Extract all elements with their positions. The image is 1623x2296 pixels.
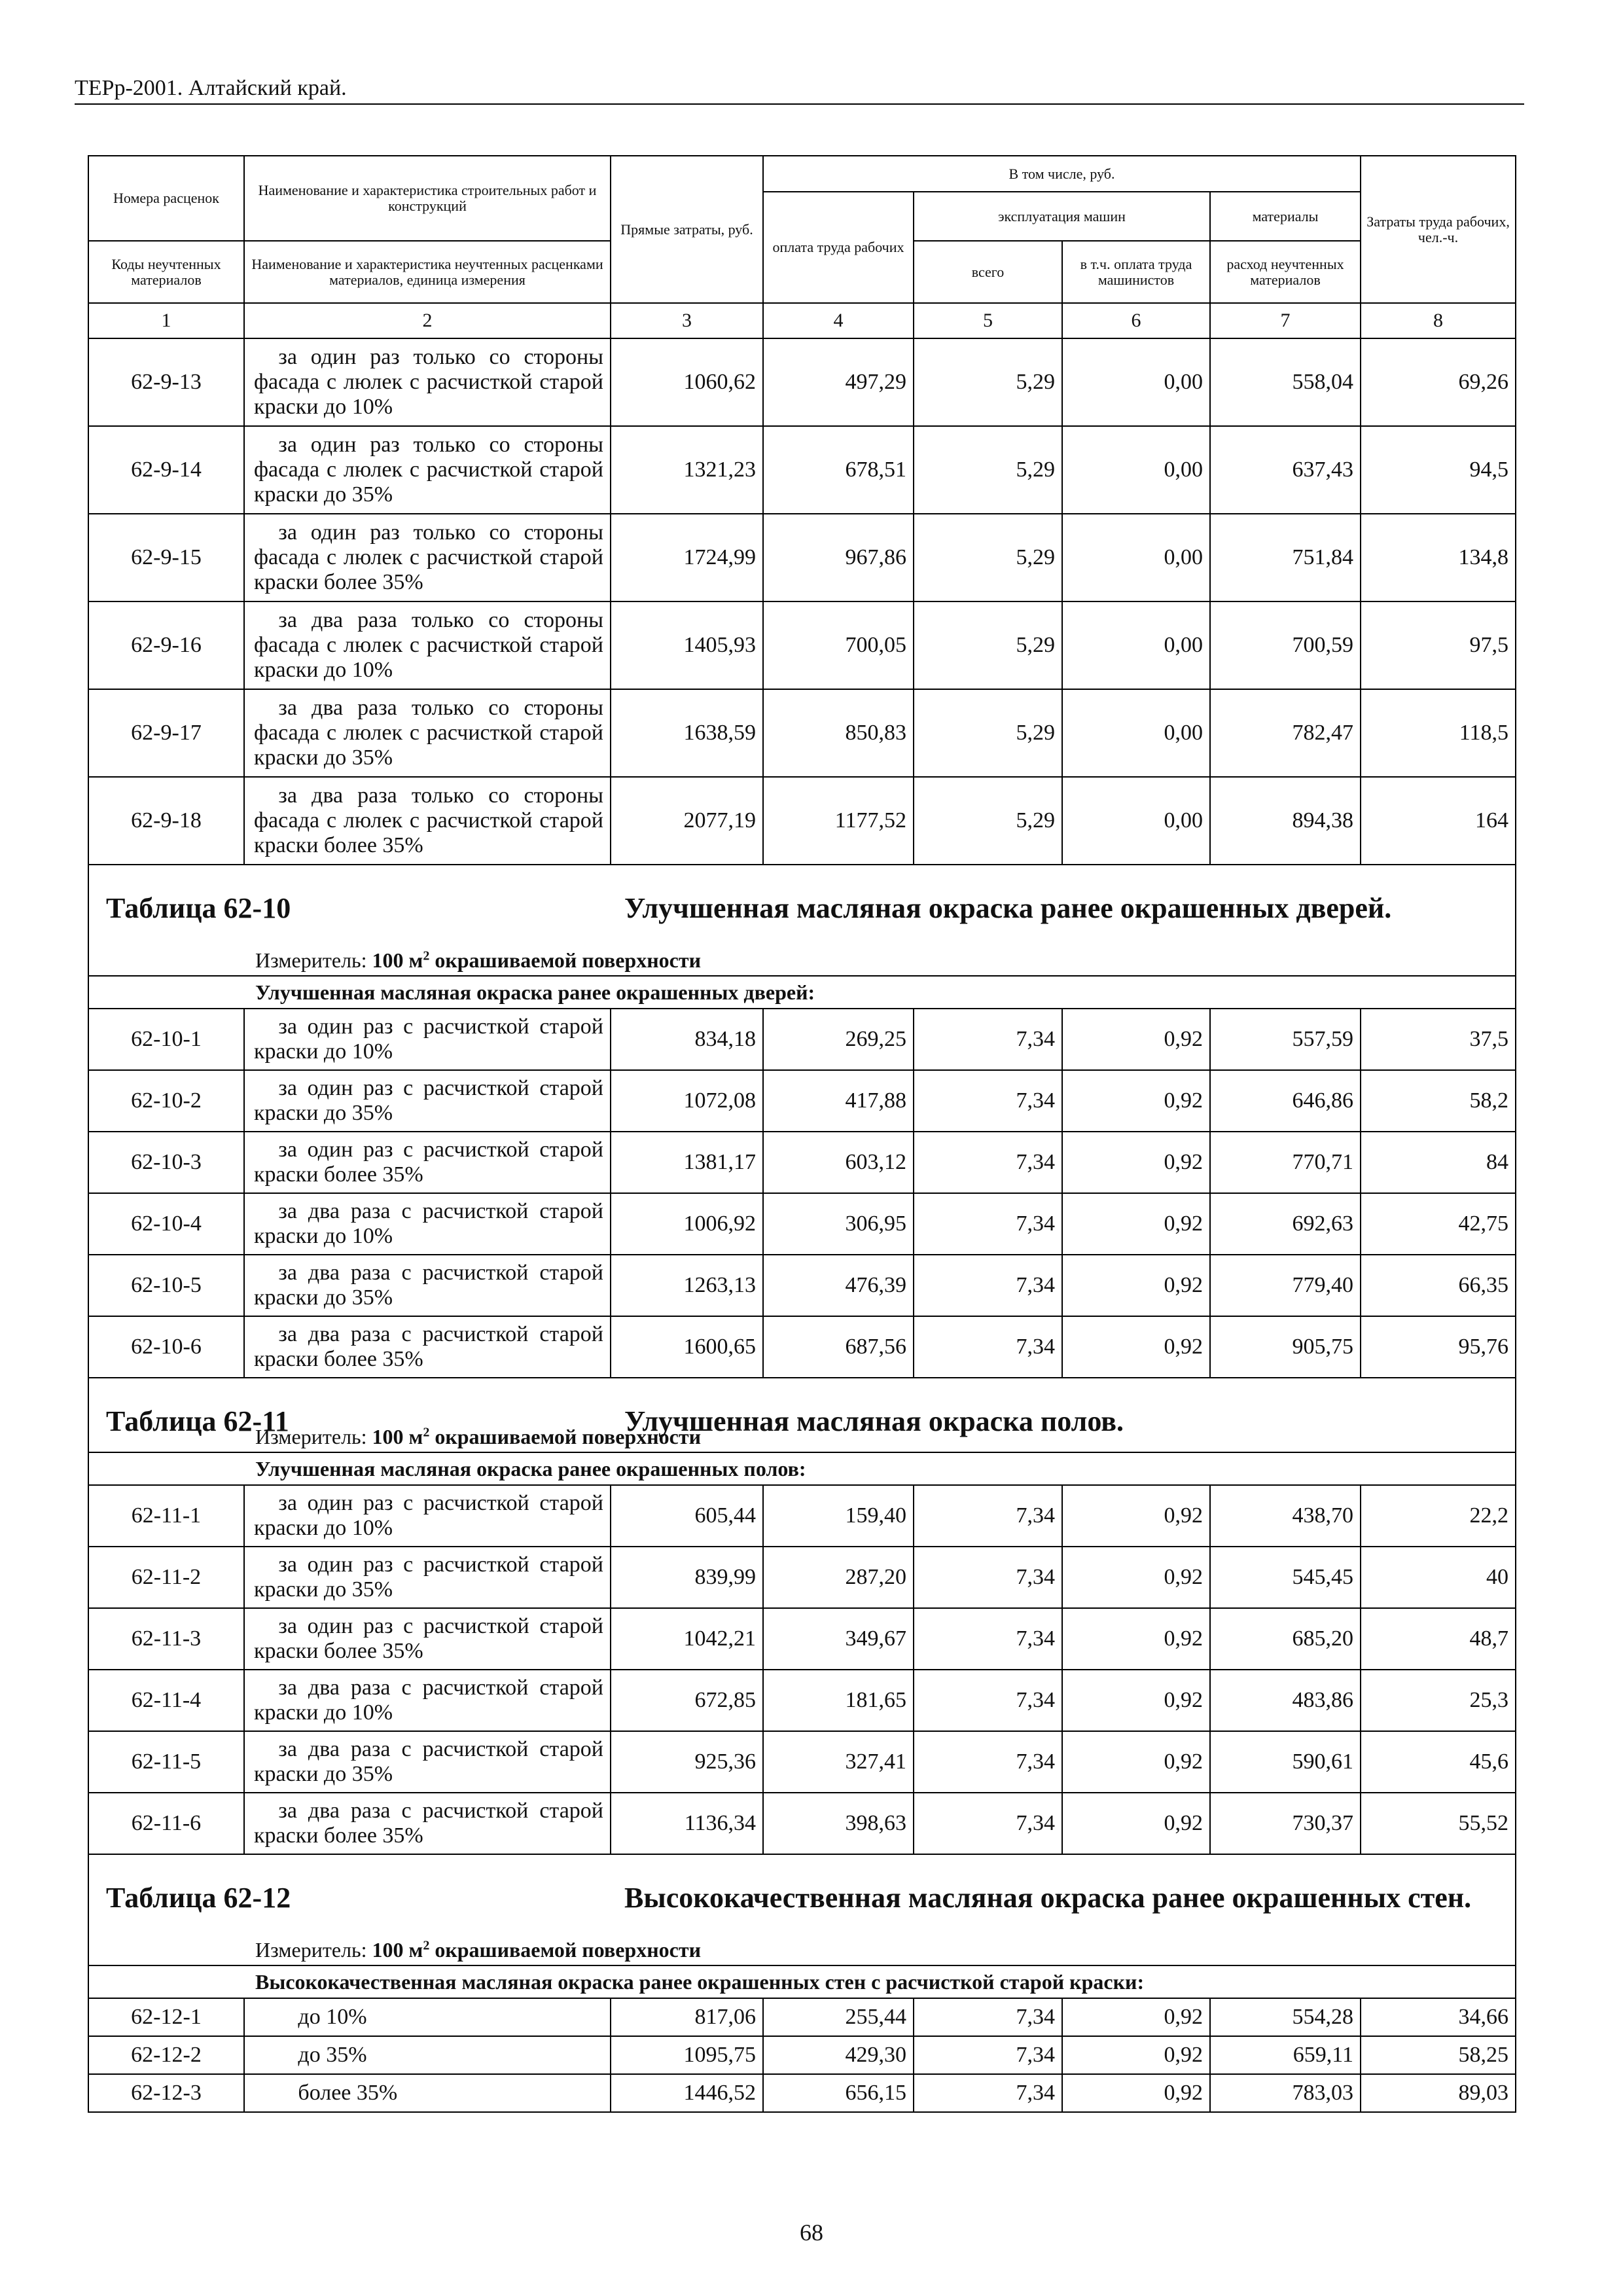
labor-hours: 89,03 <box>1361 2074 1516 2112</box>
work-description: за два раза с расчисткой старой краски до 35% <box>244 1731 611 1793</box>
labor-hours: 164 <box>1361 777 1516 865</box>
worker-wages: 1177,52 <box>763 777 914 865</box>
machine-operation-total: 5,29 <box>914 514 1062 601</box>
work-description: за два раза с расчисткой старой краски более 35% <box>244 1793 611 1854</box>
machine-operation-total: 7,34 <box>914 1009 1062 1070</box>
header-materials: материалы <box>1210 192 1361 241</box>
labor-hours: 58,25 <box>1361 2036 1516 2074</box>
rate-code: 62-9-17 <box>88 689 244 777</box>
machine-operation-total: 5,29 <box>914 426 1062 514</box>
work-description: за два раза с расчисткой старой краски до 35% <box>244 1255 611 1316</box>
direct-costs: 2077,19 <box>611 777 763 865</box>
rate-code: 62-12-2 <box>88 2036 244 2074</box>
table-row <box>88 2074 1516 2112</box>
materials-cost: 438,70 <box>1210 1485 1361 1547</box>
materials-cost: 905,75 <box>1210 1316 1361 1378</box>
rate-code: 62-11-1 <box>88 1485 244 1547</box>
machinist-wages: 0,00 <box>1062 514 1210 601</box>
worker-wages: 349,67 <box>763 1608 914 1670</box>
work-description: за один раз с расчисткой старой краски до 10% <box>244 1009 611 1070</box>
materials-cost: 770,71 <box>1210 1132 1361 1193</box>
machine-operation-total: 7,34 <box>914 1485 1062 1547</box>
worker-wages: 603,12 <box>763 1132 914 1193</box>
materials-cost: 646,86 <box>1210 1070 1361 1132</box>
header-machines-wages: в т.ч. оплата труда машинистов <box>1062 241 1210 303</box>
labor-hours: 25,3 <box>1361 1670 1516 1731</box>
labor-hours: 69,26 <box>1361 338 1516 426</box>
materials-cost: 558,04 <box>1210 338 1361 426</box>
worker-wages: 656,15 <box>763 2074 914 2112</box>
rate-code: 62-9-14 <box>88 426 244 514</box>
table-row <box>88 601 1516 689</box>
machinist-wages: 0,92 <box>1062 1731 1210 1793</box>
materials-cost: 692,63 <box>1210 1193 1361 1255</box>
column-number: 5 <box>914 303 1062 338</box>
work-description: за два раза с расчисткой старой краски до 10% <box>244 1670 611 1731</box>
materials-cost: 700,59 <box>1210 601 1361 689</box>
labor-hours: 40 <box>1361 1547 1516 1608</box>
work-description: за два раза только со стороны фасада с люлек с расчисткой старой краски до 10% <box>244 601 611 689</box>
worker-wages: 678,51 <box>763 426 914 514</box>
rate-code: 62-10-6 <box>88 1316 244 1378</box>
work-description: за один раз только со стороны фасада с люлек с расчисткой старой краски до 35% <box>244 426 611 514</box>
machine-operation-total: 7,34 <box>914 1255 1062 1316</box>
machinist-wages: 0,92 <box>1062 1793 1210 1854</box>
labor-hours: 55,52 <box>1361 1793 1516 1854</box>
machinist-wages: 0,00 <box>1062 338 1210 426</box>
worker-wages: 417,88 <box>763 1070 914 1132</box>
machinist-wages: 0,92 <box>1062 1316 1210 1378</box>
machine-operation-total: 7,34 <box>914 1670 1062 1731</box>
machine-operation-total: 7,34 <box>914 1731 1062 1793</box>
table-62-11-name: Улучшенная масляная окраска полов. <box>624 1405 1124 1437</box>
work-description: более 35% <box>244 2074 611 2112</box>
work-description: за один раз с расчисткой старой краски до 35% <box>244 1070 611 1132</box>
materials-cost: 685,20 <box>1210 1608 1361 1670</box>
table-row <box>88 689 1516 777</box>
rate-code: 62-9-15 <box>88 514 244 601</box>
rate-code: 62-9-18 <box>88 777 244 865</box>
table-62-10-subhead: Улучшенная масляная окраска ранее окрашенных дверей: <box>88 976 1516 1009</box>
table-row <box>88 1998 1516 2036</box>
work-description: за один раз с расчисткой старой краски до 35% <box>244 1547 611 1608</box>
price-table <box>88 155 1516 2113</box>
table-row <box>88 2036 1516 2074</box>
table-row <box>88 1547 1516 1608</box>
machine-operation-total: 7,34 <box>914 1608 1062 1670</box>
header-machines-total: всего <box>914 241 1062 303</box>
table-row <box>88 1255 1516 1316</box>
column-number: 3 <box>611 303 763 338</box>
page-number: 68 <box>800 2219 823 2246</box>
labor-hours: 37,5 <box>1361 1009 1516 1070</box>
worker-wages: 476,39 <box>763 1255 914 1316</box>
work-description: за один раз только со стороны фасада с люлек с расчисткой старой краски до 10% <box>244 338 611 426</box>
machine-operation-total: 7,34 <box>914 2036 1062 2074</box>
table-row <box>88 1670 1516 1731</box>
table-62-10-name: Улучшенная масляная окраска ранее окрашенных дверей. <box>624 892 1392 924</box>
direct-costs: 1405,93 <box>611 601 763 689</box>
machine-operation-total: 7,34 <box>914 1070 1062 1132</box>
worker-wages: 327,41 <box>763 1731 914 1793</box>
worker-wages: 850,83 <box>763 689 914 777</box>
worker-wages: 967,86 <box>763 514 914 601</box>
machine-operation-total: 5,29 <box>914 601 1062 689</box>
direct-costs: 1381,17 <box>611 1132 763 1193</box>
table-row <box>88 1608 1516 1670</box>
machinist-wages: 0,92 <box>1062 1255 1210 1316</box>
work-description: за один раз с расчисткой старой краски до 10% <box>244 1485 611 1547</box>
direct-costs: 1042,21 <box>611 1608 763 1670</box>
direct-costs: 1446,52 <box>611 2074 763 2112</box>
direct-costs: 1638,59 <box>611 689 763 777</box>
labor-hours: 95,76 <box>1361 1316 1516 1378</box>
machinist-wages: 0,92 <box>1062 1070 1210 1132</box>
rate-code: 62-10-4 <box>88 1193 244 1255</box>
header-including: В том числе, руб. <box>763 156 1361 192</box>
table-row <box>88 1070 1516 1132</box>
table-row <box>88 1316 1516 1378</box>
machinist-wages: 0,00 <box>1062 777 1210 865</box>
worker-wages: 497,29 <box>763 338 914 426</box>
worker-wages: 398,63 <box>763 1793 914 1854</box>
worker-wages: 159,40 <box>763 1485 914 1547</box>
direct-costs: 1006,92 <box>611 1193 763 1255</box>
labor-hours: 97,5 <box>1361 601 1516 689</box>
labor-hours: 34,66 <box>1361 1998 1516 2036</box>
header-codes-top: Номера расценок <box>88 156 244 241</box>
direct-costs: 1321,23 <box>611 426 763 514</box>
rate-code: 62-12-3 <box>88 2074 244 2112</box>
machine-operation-total: 7,34 <box>914 1998 1062 2036</box>
machinist-wages: 0,00 <box>1062 426 1210 514</box>
materials-cost: 483,86 <box>1210 1670 1361 1731</box>
worker-wages: 429,30 <box>763 2036 914 2074</box>
machine-operation-total: 7,34 <box>914 1316 1062 1378</box>
direct-costs: 605,44 <box>611 1485 763 1547</box>
machinist-wages: 0,92 <box>1062 1132 1210 1193</box>
header-machines: эксплуатация машин <box>914 192 1210 241</box>
machine-operation-total: 7,34 <box>914 1793 1062 1854</box>
rate-code: 62-10-2 <box>88 1070 244 1132</box>
rate-code: 62-12-1 <box>88 1998 244 2036</box>
machine-operation-total: 5,29 <box>914 689 1062 777</box>
materials-cost: 659,11 <box>1210 2036 1361 2074</box>
table-row <box>88 514 1516 601</box>
worker-wages: 306,95 <box>763 1193 914 1255</box>
direct-costs: 1072,08 <box>611 1070 763 1132</box>
direct-costs: 1136,34 <box>611 1793 763 1854</box>
materials-cost: 554,28 <box>1210 1998 1361 2036</box>
machinist-wages: 0,92 <box>1062 1009 1210 1070</box>
column-number: 2 <box>244 303 611 338</box>
machine-operation-total: 5,29 <box>914 777 1062 865</box>
table-62-11-label: Таблица 62-11 <box>106 1405 289 1437</box>
work-description: за два раза только со стороны фасада с люлек с расчисткой старой краски до 35% <box>244 689 611 777</box>
work-description: за один раз только со стороны фасада с люлек с расчисткой старой краски более 35% <box>244 514 611 601</box>
rate-code: 62-11-5 <box>88 1731 244 1793</box>
worker-wages: 287,20 <box>763 1547 914 1608</box>
header-name-top: Наименование и характеристика строительных работ и конструкций <box>244 156 611 241</box>
work-description: за один раз с расчисткой старой краски более 35% <box>244 1132 611 1193</box>
rate-code: 62-11-3 <box>88 1608 244 1670</box>
machinist-wages: 0,92 <box>1062 2074 1210 2112</box>
direct-costs: 839,99 <box>611 1547 763 1608</box>
machinist-wages: 0,92 <box>1062 1608 1210 1670</box>
running-head: ТЕРр-2001. Алтайский край. <box>75 73 1524 105</box>
labor-hours: 48,7 <box>1361 1608 1516 1670</box>
direct-costs: 817,06 <box>611 1998 763 2036</box>
meter-line: Измеритель: 100 $м^2$ окрашиваемой поверхности <box>88 945 1516 976</box>
rate-code: 62-11-6 <box>88 1793 244 1854</box>
rate-code: 62-10-3 <box>88 1132 244 1193</box>
direct-costs: 1095,75 <box>611 2036 763 2074</box>
meter-line: Измеритель: 100 $м^2$ окрашиваемой поверхности <box>88 1935 1516 1965</box>
table-62-12-name: Высококачественная масляная окраска ранее окрашенных стен. <box>624 1882 1472 1914</box>
rate-code: 62-10-1 <box>88 1009 244 1070</box>
table-62-10-label: Таблица 62-10 <box>106 892 291 924</box>
table-row <box>88 1193 1516 1255</box>
table-row <box>88 1731 1516 1793</box>
header-codes-bottom: Коды неучтенных материалов <box>88 241 244 303</box>
materials-cost: 730,37 <box>1210 1793 1361 1854</box>
table-row <box>88 1793 1516 1854</box>
materials-cost: 782,47 <box>1210 689 1361 777</box>
machine-operation-total: 7,34 <box>914 2074 1062 2112</box>
direct-costs: 1600,65 <box>611 1316 763 1378</box>
machinist-wages: 0,00 <box>1062 601 1210 689</box>
header-materials-unaccounted: расход неучтенных материалов <box>1210 241 1361 303</box>
direct-costs: 1060,62 <box>611 338 763 426</box>
table-62-12-label: Таблица 62-12 <box>106 1882 291 1914</box>
table-row <box>88 338 1516 426</box>
materials-cost: 557,59 <box>1210 1009 1361 1070</box>
worker-wages: 700,05 <box>763 601 914 689</box>
machine-operation-total: 5,29 <box>914 338 1062 426</box>
table-row <box>88 1132 1516 1193</box>
header-direct-costs: Прямые затраты, руб. <box>611 156 763 303</box>
machinist-wages: 0,92 <box>1062 1670 1210 1731</box>
worker-wages: 687,56 <box>763 1316 914 1378</box>
machinist-wages: 0,92 <box>1062 1485 1210 1547</box>
column-number: 1 <box>88 303 244 338</box>
direct-costs: 672,85 <box>611 1670 763 1731</box>
work-description: за два раза с расчисткой старой краски более 35% <box>244 1316 611 1378</box>
direct-costs: 925,36 <box>611 1731 763 1793</box>
column-number: 8 <box>1361 303 1516 338</box>
worker-wages: 181,65 <box>763 1670 914 1731</box>
labor-hours: 134,8 <box>1361 514 1516 601</box>
machinist-wages: 0,92 <box>1062 1193 1210 1255</box>
machinist-wages: 0,92 <box>1062 1547 1210 1608</box>
materials-cost: 751,84 <box>1210 514 1361 601</box>
rate-code: 62-11-2 <box>88 1547 244 1608</box>
machine-operation-total: 7,34 <box>914 1547 1062 1608</box>
work-description: за два раза с расчисткой старой краски до 10% <box>244 1193 611 1255</box>
labor-hours: 84 <box>1361 1132 1516 1193</box>
machinist-wages: 0,00 <box>1062 689 1210 777</box>
materials-cost: 894,38 <box>1210 777 1361 865</box>
column-numbers-row <box>88 303 1516 338</box>
direct-costs: 1263,13 <box>611 1255 763 1316</box>
materials-cost: 779,40 <box>1210 1255 1361 1316</box>
work-description: до 35% <box>244 2036 611 2074</box>
labor-hours: 42,75 <box>1361 1193 1516 1255</box>
rate-code: 62-9-16 <box>88 601 244 689</box>
labor-hours: 22,2 <box>1361 1485 1516 1547</box>
column-number: 7 <box>1210 303 1361 338</box>
work-description: за один раз с расчисткой старой краски более 35% <box>244 1608 611 1670</box>
column-number: 4 <box>763 303 914 338</box>
labor-hours: 58,2 <box>1361 1070 1516 1132</box>
rate-code: 62-10-5 <box>88 1255 244 1316</box>
labor-hours: 66,35 <box>1361 1255 1516 1316</box>
header-labor: Затраты труда рабочих, чел.-ч. <box>1361 156 1516 303</box>
meter-line: Измеритель: 100 $м^2$ окрашиваемой поверхности <box>88 1422 1516 1452</box>
direct-costs: 1724,99 <box>611 514 763 601</box>
materials-cost: 637,43 <box>1210 426 1361 514</box>
labor-hours: 94,5 <box>1361 426 1516 514</box>
rate-code: 62-9-13 <box>88 338 244 426</box>
header-wages: оплата труда рабочих <box>763 192 914 303</box>
table-62-12-subhead: Высококачественная масляная окраска ранее окрашенных стен с расчисткой старой краски: <box>88 1965 1516 1998</box>
table-row <box>88 1485 1516 1547</box>
labor-hours: 45,6 <box>1361 1731 1516 1793</box>
materials-cost: 590,61 <box>1210 1731 1361 1793</box>
header-name-bottom: Наименование и характеристика неучтенных расценками материалов, единица измерения <box>244 241 611 303</box>
machine-operation-total: 7,34 <box>914 1193 1062 1255</box>
direct-costs: 834,18 <box>611 1009 763 1070</box>
work-description: за два раза только со стороны фасада с люлек с расчисткой старой краски более 35% <box>244 777 611 865</box>
materials-cost: 783,03 <box>1210 2074 1361 2112</box>
machine-operation-total: 7,34 <box>914 1132 1062 1193</box>
table-row <box>88 1009 1516 1070</box>
work-description: до 10% <box>244 1998 611 2036</box>
labor-hours: 118,5 <box>1361 689 1516 777</box>
materials-cost: 545,45 <box>1210 1547 1361 1608</box>
rate-code: 62-11-4 <box>88 1670 244 1731</box>
worker-wages: 255,44 <box>763 1998 914 2036</box>
column-number: 6 <box>1062 303 1210 338</box>
table-row <box>88 426 1516 514</box>
machinist-wages: 0,92 <box>1062 2036 1210 2074</box>
table-row <box>88 777 1516 865</box>
table-62-11-subhead: Улучшенная масляная окраска ранее окрашенных полов: <box>88 1452 1516 1485</box>
worker-wages: 269,25 <box>763 1009 914 1070</box>
machinist-wages: 0,92 <box>1062 1998 1210 2036</box>
